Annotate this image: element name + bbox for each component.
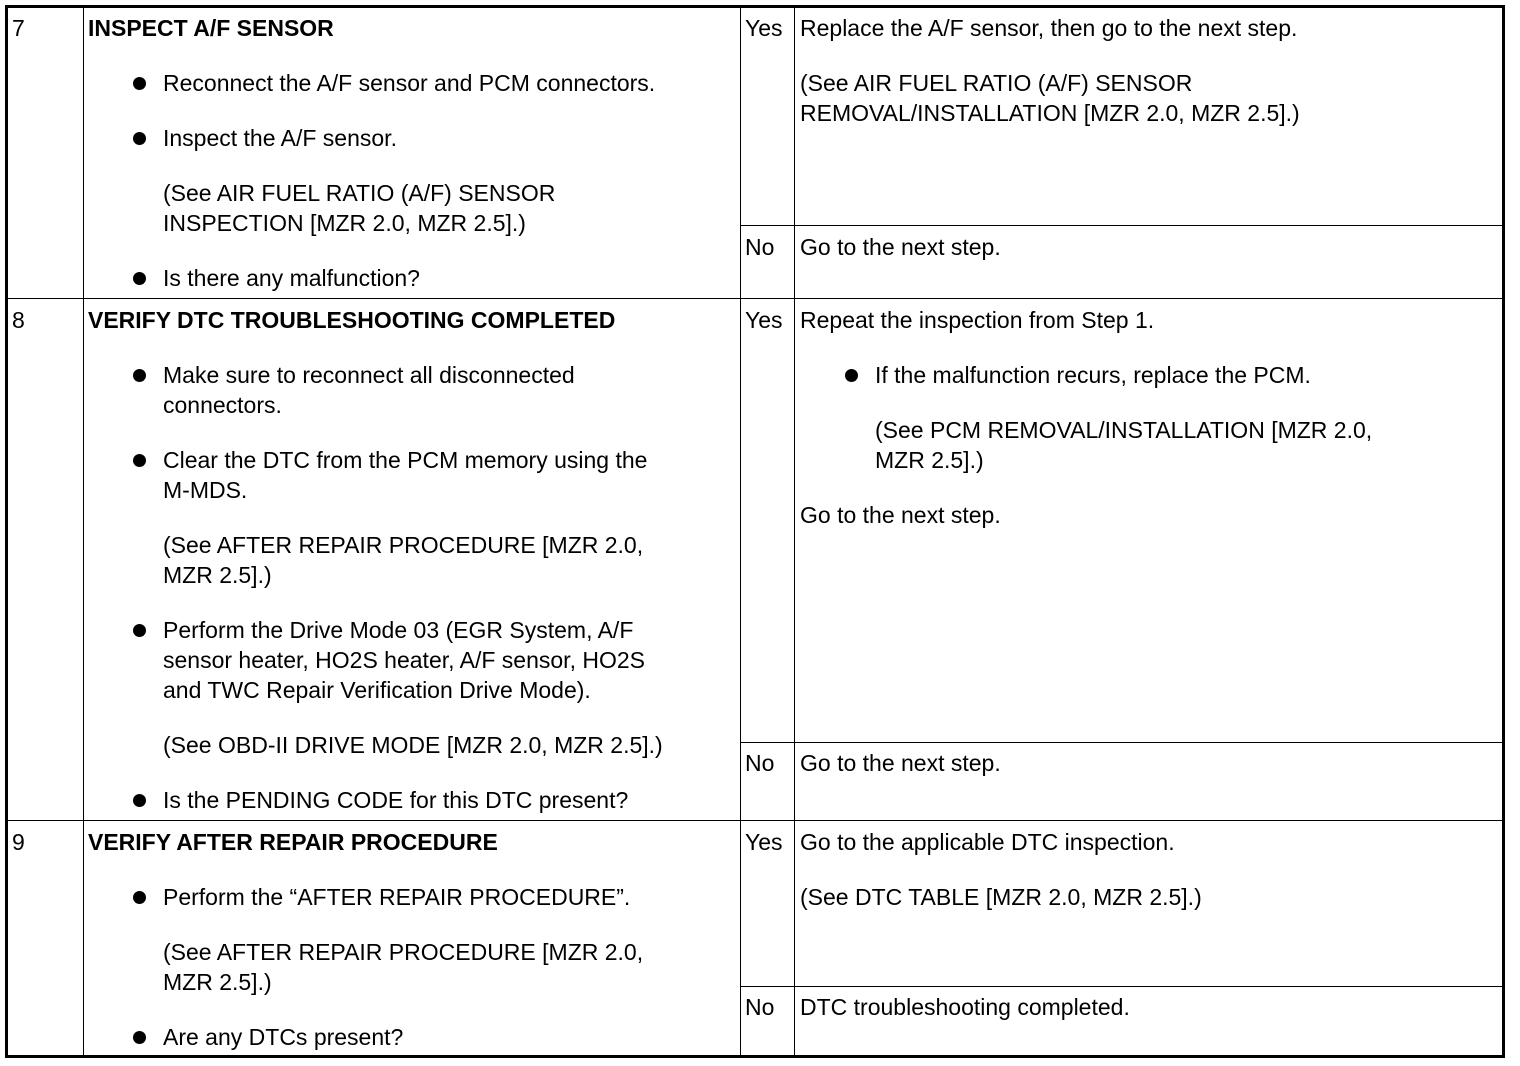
step-title: INSPECT A/F SENSOR xyxy=(88,15,334,41)
no-label: No xyxy=(745,750,775,776)
no-action: Go to the next step. xyxy=(800,234,1001,260)
no-label: No xyxy=(745,234,775,260)
bullet-icon xyxy=(133,77,146,90)
row-divider xyxy=(8,298,1502,299)
yes-no-divider xyxy=(740,742,1502,743)
instruction-text: Perform the “AFTER REPAIR PROCEDURE”. xyxy=(163,884,631,910)
bullet-icon xyxy=(133,891,146,904)
row-divider xyxy=(8,820,1502,821)
reference-text: REMOVAL/INSTALLATION [MZR 2.0, MZR 2.5].) xyxy=(800,100,1300,126)
reference-text: INSPECTION [MZR 2.0, MZR 2.5].) xyxy=(163,210,526,236)
reference-text: MZR 2.5].) xyxy=(163,562,272,588)
column-divider xyxy=(740,8,741,1055)
column-divider xyxy=(83,8,84,1055)
yes-bullet-text: If the malfunction recurs, replace the PCM. xyxy=(875,362,1311,388)
instruction-text: Reconnect the A/F sensor and PCM connectors. xyxy=(163,70,656,96)
step-title: VERIFY AFTER REPAIR PROCEDURE xyxy=(88,829,498,855)
reference-text: MZR 2.5].) xyxy=(875,447,984,473)
instruction-text: Make sure to reconnect all disconnected xyxy=(163,362,575,388)
question-text: Is there any malfunction? xyxy=(163,265,420,291)
yes-label: Yes xyxy=(745,829,783,855)
question-text: Are any DTCs present? xyxy=(163,1024,404,1050)
step-number: 7 xyxy=(12,15,25,41)
step-number: 9 xyxy=(12,829,25,855)
bullet-icon xyxy=(133,132,146,145)
instruction-text: M-MDS. xyxy=(163,477,248,503)
instruction-text: Perform the Drive Mode 03 (EGR System, A/F xyxy=(163,617,634,643)
step-number: 8 xyxy=(12,307,25,333)
no-action: Go to the next step. xyxy=(800,750,1001,776)
reference-text: MZR 2.5].) xyxy=(163,969,272,995)
yes-action: Go to the applicable DTC inspection. xyxy=(800,829,1175,855)
bullet-icon xyxy=(845,369,858,382)
no-action: DTC troubleshooting completed. xyxy=(800,994,1130,1020)
reference-text: (See AFTER REPAIR PROCEDURE [MZR 2.0, xyxy=(163,939,644,965)
question-text: Is the PENDING CODE for this DTC present? xyxy=(163,787,629,813)
reference-text: (See AFTER REPAIR PROCEDURE [MZR 2.0, xyxy=(163,532,644,558)
yes-label: Yes xyxy=(745,307,783,333)
step-title: VERIFY DTC TROUBLESHOOTING COMPLETED xyxy=(88,307,616,333)
bullet-icon xyxy=(133,624,146,637)
yes-no-divider xyxy=(740,225,1502,226)
instruction-text: connectors. xyxy=(163,392,282,418)
yes-action: Repeat the inspection from Step 1. xyxy=(800,307,1155,333)
reference-text: (See PCM REMOVAL/INSTALLATION [MZR 2.0, xyxy=(875,417,1373,443)
bullet-icon xyxy=(133,454,146,467)
bullet-icon xyxy=(133,272,146,285)
instruction-text: Inspect the A/F sensor. xyxy=(163,125,397,151)
column-divider xyxy=(794,8,795,1055)
instruction-text: sensor heater, HO2S heater, A/F sensor, HO2S xyxy=(163,647,645,673)
bullet-icon xyxy=(133,1031,146,1044)
bullet-icon xyxy=(133,794,146,807)
yes-action: Replace the A/F sensor, then go to the next step. xyxy=(800,15,1298,41)
yes-no-divider xyxy=(740,986,1502,987)
instruction-text: Clear the DTC from the PCM memory using the xyxy=(163,447,648,473)
reference-text: (See AIR FUEL RATIO (A/F) SENSOR xyxy=(163,180,556,206)
reference-text: (See OBD-II DRIVE MODE [MZR 2.0, MZR 2.5].) xyxy=(163,732,663,758)
yes-next: Go to the next step. xyxy=(800,502,1001,528)
yes-label: Yes xyxy=(745,15,783,41)
no-label: No xyxy=(745,994,775,1020)
bullet-icon xyxy=(133,369,146,382)
reference-text: (See AIR FUEL RATIO (A/F) SENSOR xyxy=(800,70,1193,96)
reference-text: (See DTC TABLE [MZR 2.0, MZR 2.5].) xyxy=(800,884,1202,910)
instruction-text: and TWC Repair Verification Drive Mode). xyxy=(163,677,591,703)
